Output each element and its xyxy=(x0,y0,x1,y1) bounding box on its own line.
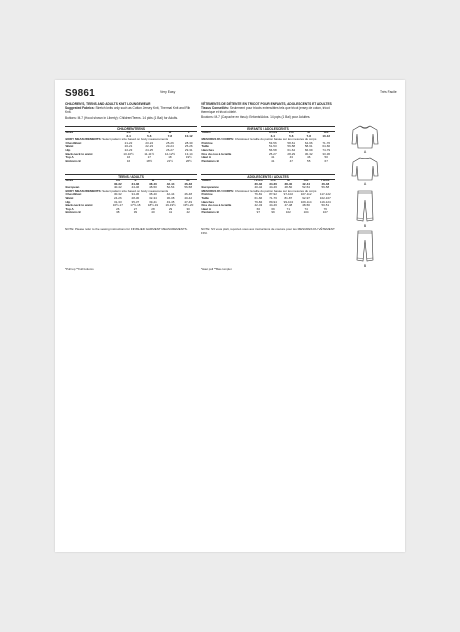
table-cell: 66 xyxy=(256,206,260,211)
table-cell: 51-53 xyxy=(268,144,277,149)
pattern-number: S9861 xyxy=(65,88,95,99)
table-cell: 41 xyxy=(271,158,275,163)
table-cell: 81-87 xyxy=(284,195,293,200)
english-note: NOTE: Please refer to the sewing instructions for FINISHED GARMENT MEASUREMENTS. xyxy=(65,227,188,231)
table-cell: TG/XL xyxy=(320,178,330,182)
table-cell: 89-94 xyxy=(269,199,277,204)
table-cell: 19½ xyxy=(185,155,192,160)
table-cell: 13-14 xyxy=(184,151,193,156)
body-measurements-text: Select pattern size based on body measurements xyxy=(102,188,169,193)
english-adult-table xyxy=(65,179,197,215)
table-cell: 107 xyxy=(322,210,328,215)
table-cell: 18 xyxy=(168,155,172,160)
french-adult-table xyxy=(201,179,335,215)
table-cell: 21-22 xyxy=(124,140,133,145)
table-cell: M xyxy=(307,130,310,134)
table-cell: 10-10½ xyxy=(123,151,134,156)
table-cell: 71-76 xyxy=(269,195,277,200)
table-cell: 24-26 xyxy=(113,195,122,200)
table-cell: 16½-17 xyxy=(112,203,123,208)
english-title: CHILDREN'S, TEENS AND ADULTS KNIT LOUNGEWEAR xyxy=(65,102,151,106)
table-cell: XS xyxy=(126,130,131,134)
english-children-title: CHILDREN/TEENS xyxy=(65,126,197,132)
table-cell: 41 xyxy=(168,210,173,215)
table-cell: Sizes xyxy=(65,178,74,182)
table-cell: 42-44 xyxy=(166,181,175,186)
table-cell: 79-84 xyxy=(254,199,263,204)
table-cell: XL xyxy=(186,178,191,182)
table-cell: 23-24 xyxy=(145,140,154,145)
french-intro xyxy=(201,102,335,119)
table-cell: TP/XS xyxy=(268,130,278,134)
table-cell: Taille xyxy=(201,195,209,200)
table-cell: Bottoms B xyxy=(65,210,81,215)
table-cell: 55 xyxy=(307,158,311,163)
table-cell: 102 xyxy=(285,210,291,215)
table-cell: 52-54 xyxy=(302,185,310,190)
table-cell: 11-11½ xyxy=(144,151,155,156)
table-cell: 5-6 xyxy=(289,133,294,138)
table-cell: 27 xyxy=(133,206,138,211)
french-note: NOTE: S'il vous plaît, reportez-vous aux instructions de couture pour les MESURES DU VÊTEMENT FINI. xyxy=(201,227,335,235)
table-cell: 74 xyxy=(304,206,308,211)
table-cell: 30-32 xyxy=(113,192,122,197)
table-cell: 66-69 xyxy=(304,147,313,152)
table-cell: 42-43 xyxy=(254,203,263,208)
french-children-title: ENFANTS / ADOLESCENTS xyxy=(201,126,335,132)
table-cell: Chest/Bust xyxy=(65,140,82,145)
table-cell: 102-107 xyxy=(319,195,331,200)
french-buttons: Boutons: M-7 (Capuche en tissu): Enfants/Ados. 14 pqts (1 Bal) pour Adultes. xyxy=(201,115,311,119)
table-cell: Taille xyxy=(201,144,209,149)
table-cell: Tailles xyxy=(201,178,211,182)
figure-label: B xyxy=(363,224,367,228)
table-cell: Top A xyxy=(65,206,74,211)
table-cell: 40 xyxy=(151,210,155,215)
table-cell: 40-42 xyxy=(184,195,193,200)
table-cell: Pantalons B xyxy=(201,210,219,215)
table-cell: 16 xyxy=(126,155,131,160)
table-cell: 41 xyxy=(271,155,275,160)
table-cell: 17 xyxy=(147,155,151,160)
table-cell: 18½-19 xyxy=(147,203,159,208)
table-row xyxy=(65,211,197,215)
figure-a-back xyxy=(351,156,379,186)
table-cell: 3-4 xyxy=(270,133,275,138)
table-cell: 76-81 xyxy=(254,192,263,197)
table-cell: Sizes xyxy=(65,130,74,134)
table-row xyxy=(201,160,335,164)
table-cell: Poitrine xyxy=(201,140,213,145)
table-cell: 25-27 xyxy=(268,151,277,156)
table-cell: 38-40 xyxy=(149,192,157,197)
table-cell: 38-40 xyxy=(284,181,293,186)
joggers-back-icon xyxy=(355,230,375,264)
table-cell: 42 xyxy=(186,210,190,215)
table-cell: Hanches xyxy=(201,199,215,204)
table-cell: 16 xyxy=(126,158,131,163)
figure-b-front xyxy=(355,190,375,228)
body-measurements-text: Choisissez la taille du patron basée sur les mesures du corps xyxy=(234,137,317,142)
table-cell: 48-50 xyxy=(302,203,310,208)
table-cell: 53-56 xyxy=(268,140,277,145)
table-cell: XS xyxy=(115,178,120,182)
table-cell: 64-66 xyxy=(322,144,331,149)
table-cell: 26½ xyxy=(185,158,192,163)
table-cell: S xyxy=(148,130,151,134)
table-cell: 47-48 xyxy=(284,203,293,208)
table-cell: 56-58 xyxy=(321,185,330,190)
table-cell: 3-4 xyxy=(126,133,131,138)
table-cell: 30 xyxy=(186,206,190,211)
table-cell: 17½-18 xyxy=(130,203,141,208)
table-cell: Pantalons B xyxy=(201,158,219,163)
table-cell: 58-61 xyxy=(287,140,296,145)
table-cell: 47 xyxy=(289,158,293,163)
table-cell: M xyxy=(287,178,290,182)
body-measurements-label: MESURES DU CORPS: xyxy=(201,137,235,142)
table-cell: 30-32 xyxy=(254,181,263,186)
table-cell: 18½ xyxy=(146,158,153,163)
table-cell: 97 xyxy=(256,210,260,215)
table-cell: 39-41 xyxy=(149,199,157,204)
table-cell: 87-92 xyxy=(269,192,277,197)
english-intro xyxy=(65,102,197,120)
table-cell: Haut A xyxy=(201,206,212,211)
table-cell: 56-58 xyxy=(184,185,193,190)
table-cell: Hip xyxy=(65,199,71,204)
table-cell: Haut A xyxy=(201,155,212,160)
table-cell: 43 xyxy=(289,155,293,160)
table-cell: 24-25 xyxy=(145,147,154,152)
french-children-table xyxy=(201,131,335,163)
table-cell: 28-30 xyxy=(184,140,193,145)
table-cell: Waist xyxy=(65,144,74,149)
table-cell: 46-48 xyxy=(321,181,330,186)
table-cell: 56-58 xyxy=(268,147,277,152)
table-cell: 10-12 xyxy=(322,133,331,138)
table-cell: 7-8 xyxy=(306,133,311,138)
table-cell: 69 xyxy=(271,206,275,211)
figure-label: B xyxy=(363,264,367,268)
french-fabrics-label: Tissus Conseillés: xyxy=(201,106,229,110)
figure-b-back xyxy=(355,230,375,268)
english-adult-title: TEENS / ADULTS xyxy=(65,174,197,180)
table-cell: 25-26 xyxy=(184,144,193,149)
sweatshirt-back-icon xyxy=(351,156,379,182)
table-cell: Tailles xyxy=(201,130,211,134)
table-cell: 5-6 xyxy=(147,133,152,138)
table-cell: G/L xyxy=(323,130,329,134)
table-cell: 58-61 xyxy=(304,144,313,149)
table-cell: 34-36 xyxy=(269,181,277,186)
table-cell: 40-42 xyxy=(113,185,122,190)
figure-a-front xyxy=(351,124,379,154)
table-cell: 42-44 xyxy=(166,192,175,197)
table-cell: 61-66 xyxy=(254,195,263,200)
table-cell: 43-45 xyxy=(166,199,175,204)
table-cell: 42-44 xyxy=(302,181,310,186)
table-cell: 34-36 xyxy=(131,181,140,186)
table-cell: Dos du cou à la taille xyxy=(201,203,232,208)
table-cell: G/L xyxy=(303,178,309,182)
table-cell: 44-46 xyxy=(269,203,277,208)
table-cell: 44-46 xyxy=(269,185,277,190)
english-fabrics-label: Suggested Fabrics: xyxy=(65,106,95,110)
table-cell: 50-51 xyxy=(321,203,330,208)
difficulty-en: Very Easy xyxy=(160,90,176,94)
figure-label: A xyxy=(363,182,367,186)
table-cell: 36-38 xyxy=(166,195,175,200)
table-cell: 10-12 xyxy=(184,133,193,138)
table-cell: European xyxy=(65,185,80,190)
table-cell: 12-12½ xyxy=(164,151,176,156)
body-measurements-label: BODY MEASUREMENTS: xyxy=(65,188,103,193)
table-cell: 28 xyxy=(151,206,155,211)
table-cell: 46-48 xyxy=(184,181,193,186)
english-children-table xyxy=(65,131,197,163)
table-cell: 74-79 xyxy=(322,147,331,152)
sweatshirt-front-icon xyxy=(351,124,379,150)
table-cell: S xyxy=(134,178,137,182)
body-measurements-label: BODY MEASUREMENTS: xyxy=(65,137,103,142)
table-cell: Waist xyxy=(65,195,74,200)
table-cell: TP/XS xyxy=(253,178,263,182)
table-cell: Hip xyxy=(65,147,71,152)
french-footnote: *Haut pull **Bas complet xyxy=(201,267,232,271)
table-cell: 46-48 xyxy=(184,192,193,197)
table-cell: 47-49 xyxy=(184,199,193,204)
table-row xyxy=(201,211,335,215)
table-cell: 26-27 xyxy=(166,147,174,152)
table-row xyxy=(201,190,335,194)
table-cell: 38 xyxy=(116,210,120,215)
table-cell: 28-29 xyxy=(287,151,296,156)
table-cell: Back-neck to waist xyxy=(65,151,93,156)
joggers-front-icon xyxy=(355,190,375,224)
table-cell: 107-112 xyxy=(300,192,312,197)
english-footnote: *Pull top **Full bottoms xyxy=(65,267,94,271)
table-row xyxy=(65,160,197,164)
english-fabrics-text: Stretch knits only such as Cotton Jersey Knit, Thermal Knit and Rib Knit. xyxy=(65,106,191,114)
pattern-envelope-back xyxy=(55,80,405,552)
table-cell: L xyxy=(169,178,172,182)
table-cell: 97-102 xyxy=(283,192,293,197)
table-cell: 61-64 xyxy=(287,147,296,152)
table-cell: 71-76 xyxy=(322,140,331,145)
table-cell: 71 xyxy=(286,206,290,211)
table-cell: 64-66 xyxy=(304,140,313,145)
table-cell: 48-50 xyxy=(149,185,157,190)
table-cell: 28-30 xyxy=(131,195,140,200)
table-cell: 50 xyxy=(324,155,328,160)
table-cell: 119-124 xyxy=(319,199,331,204)
table-cell: 26 xyxy=(116,206,120,211)
table-cell: 46 xyxy=(307,155,311,160)
english-buttons: Buttons: M-7 (Hood shown in Liberty): Children/Teens. 14 pkts (1 Bal) for Adults. xyxy=(65,116,179,120)
table-cell: Européenne xyxy=(201,185,219,190)
table-cell: 40-42 xyxy=(254,185,263,190)
table-cell: 109-114 xyxy=(300,199,312,204)
table-cell: 23-24 xyxy=(166,144,174,149)
table-cell: 30-32 xyxy=(304,151,313,156)
table-cell: P/S xyxy=(288,130,294,134)
table-cell: 19-19½ xyxy=(165,203,176,208)
table-cell: 7-8 xyxy=(167,133,173,138)
table-cell: 67 xyxy=(324,158,328,163)
table-cell: 35-37 xyxy=(131,199,140,204)
table-cell: Bottoms B xyxy=(65,158,81,163)
table-cell: 19½-20 xyxy=(183,203,194,208)
table-cell: Poitrine xyxy=(201,192,213,197)
table-cell: 56-58 xyxy=(287,144,296,149)
table-cell: Chest/Bust xyxy=(65,192,82,197)
body-measurements-text: Choisissez la taille du patron basée sur les mesures du corps xyxy=(234,188,317,193)
french-fabrics-text: Seulement pour tricots extensibles tels que tricot jersey de coton, tricot thermique et tricot côtelé. xyxy=(201,106,330,114)
table-cell: 22-23 xyxy=(124,147,133,152)
table-cell: 34-36 xyxy=(131,192,140,197)
table-cell: 52-54 xyxy=(166,185,175,190)
table-cell: 33-36 xyxy=(322,151,331,156)
table-cell: 92-97 xyxy=(302,195,310,200)
table-cell: 48-50 xyxy=(284,185,293,190)
table-cell: 39 xyxy=(133,210,138,215)
french-adult-title: ADOLESCENTS / ADULTES xyxy=(201,174,335,180)
table-cell: 99 xyxy=(271,210,275,215)
table-cell: P/S xyxy=(270,178,276,182)
table-cell: L xyxy=(187,130,190,134)
table-cell: 104 xyxy=(303,210,309,215)
table-cell: 22-23 xyxy=(145,144,154,149)
table-cell: 117-122 xyxy=(319,192,331,197)
table-cell: 38-40 xyxy=(149,181,157,186)
table-cell: 29-31 xyxy=(184,147,193,152)
table-cell: Hanches xyxy=(201,147,215,152)
table-cell: 31-33 xyxy=(113,199,122,204)
table-cell: 25-26 xyxy=(166,140,174,145)
table-cell: Dos du cou à la taille xyxy=(201,151,232,156)
table-cell: Back-neck to waist xyxy=(65,203,93,208)
french-title: VÊTEMENTS DE DÉTENTE EN TRICOT POUR ENFANTS, ADOLESCENTS ET ADULTES xyxy=(201,102,332,106)
table-cell: 99-104 xyxy=(283,199,293,204)
table-cell: 21½ xyxy=(167,158,173,163)
body-measurements-label: MESURES DU CORPS: xyxy=(201,188,235,193)
difficulty-fr: Très Facile xyxy=(380,90,397,94)
table-cell: M xyxy=(151,178,155,182)
table-cell: Top A xyxy=(65,155,74,160)
table-cell: 32-34 xyxy=(149,195,157,200)
table-cell: M xyxy=(168,130,172,134)
table-cell: 20-21 xyxy=(124,144,133,149)
figure-label: A xyxy=(363,150,367,154)
table-cell: 76 xyxy=(323,206,327,211)
body-measurements-text: Select pattern size based on body measurements xyxy=(102,137,169,142)
table-cell: 44-46 xyxy=(131,185,140,190)
table-cell: 29 xyxy=(168,206,173,211)
table-cell: 30-32 xyxy=(113,181,122,186)
